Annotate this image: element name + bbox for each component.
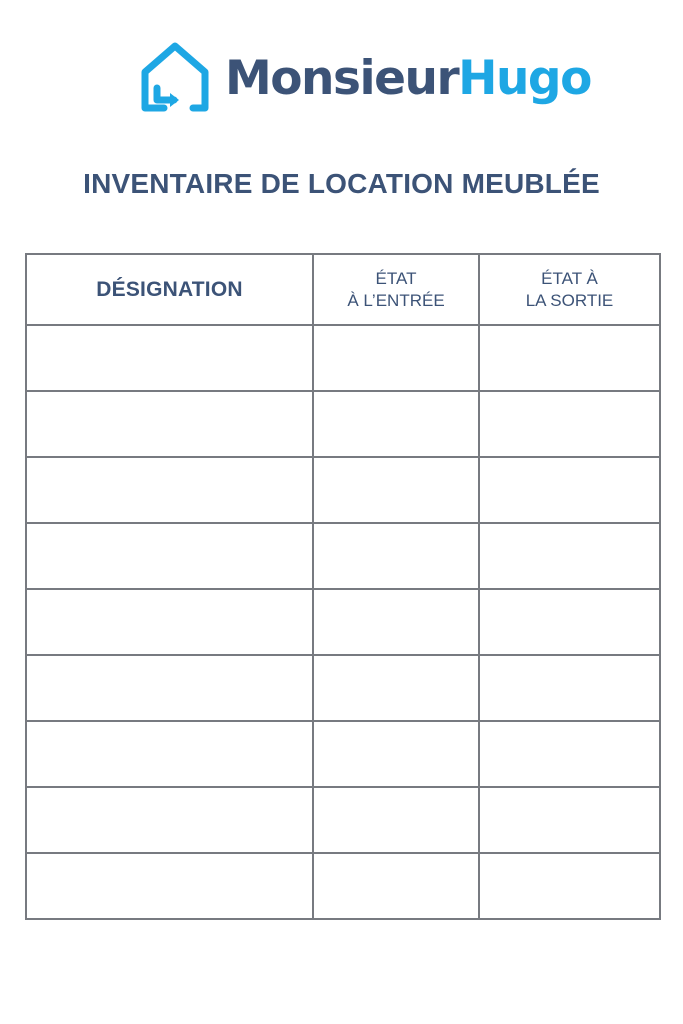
cell-designation[interactable] xyxy=(26,787,313,853)
cell-designation[interactable] xyxy=(26,325,313,391)
cell-etat-sortie[interactable] xyxy=(479,325,660,391)
brand-logo xyxy=(137,36,591,120)
cell-etat-entree[interactable] xyxy=(313,523,479,589)
header-etat-entree-line2: À L’ENTRÉE xyxy=(347,290,445,310)
brand-name-part2: Hugo xyxy=(458,50,591,106)
cell-designation[interactable] xyxy=(26,391,313,457)
inventory-table xyxy=(25,253,661,920)
header-etat-entree-line1: ÉTAT xyxy=(375,268,417,288)
cell-designation[interactable] xyxy=(26,457,313,523)
cell-etat-entree[interactable] xyxy=(313,853,479,919)
cell-etat-sortie[interactable] xyxy=(479,457,660,523)
header-etat-sortie xyxy=(479,254,660,325)
table-header-row xyxy=(26,254,660,325)
document-title: INVENTAIRE DE LOCATION MEUBLÉE xyxy=(83,168,600,199)
cell-designation[interactable] xyxy=(26,721,313,787)
house-arrow-icon xyxy=(137,40,213,116)
cell-etat-entree[interactable] xyxy=(313,589,479,655)
table-row xyxy=(26,391,660,457)
cell-etat-sortie[interactable] xyxy=(479,853,660,919)
table-row xyxy=(26,787,660,853)
cell-etat-sortie[interactable] xyxy=(479,787,660,853)
table-row xyxy=(26,523,660,589)
table-row xyxy=(26,325,660,391)
cell-etat-entree[interactable] xyxy=(313,787,479,853)
cell-etat-entree[interactable] xyxy=(313,721,479,787)
table-row xyxy=(26,721,660,787)
cell-etat-entree[interactable] xyxy=(313,655,479,721)
header-etat-sortie-line1: ÉTAT À xyxy=(541,268,598,288)
header-designation: DÉSIGNATION xyxy=(26,254,313,325)
brand-name xyxy=(225,50,591,106)
table-row xyxy=(26,457,660,523)
table-row xyxy=(26,853,660,919)
table-row xyxy=(26,589,660,655)
cell-etat-sortie[interactable] xyxy=(479,655,660,721)
cell-designation[interactable] xyxy=(26,853,313,919)
cell-etat-entree[interactable] xyxy=(313,325,479,391)
cell-etat-entree[interactable] xyxy=(313,457,479,523)
cell-designation[interactable] xyxy=(26,655,313,721)
cell-etat-sortie[interactable] xyxy=(479,721,660,787)
cell-designation[interactable] xyxy=(26,589,313,655)
cell-etat-sortie[interactable] xyxy=(479,523,660,589)
cell-etat-sortie[interactable] xyxy=(479,391,660,457)
header-etat-sortie-line2: LA SORTIE xyxy=(525,290,614,310)
table-row xyxy=(26,655,660,721)
brand-name-part1: Monsieur xyxy=(225,50,459,106)
cell-etat-entree[interactable] xyxy=(313,391,479,457)
cell-designation[interactable] xyxy=(26,523,313,589)
header-etat-entree xyxy=(313,254,479,325)
cell-etat-sortie[interactable] xyxy=(479,589,660,655)
